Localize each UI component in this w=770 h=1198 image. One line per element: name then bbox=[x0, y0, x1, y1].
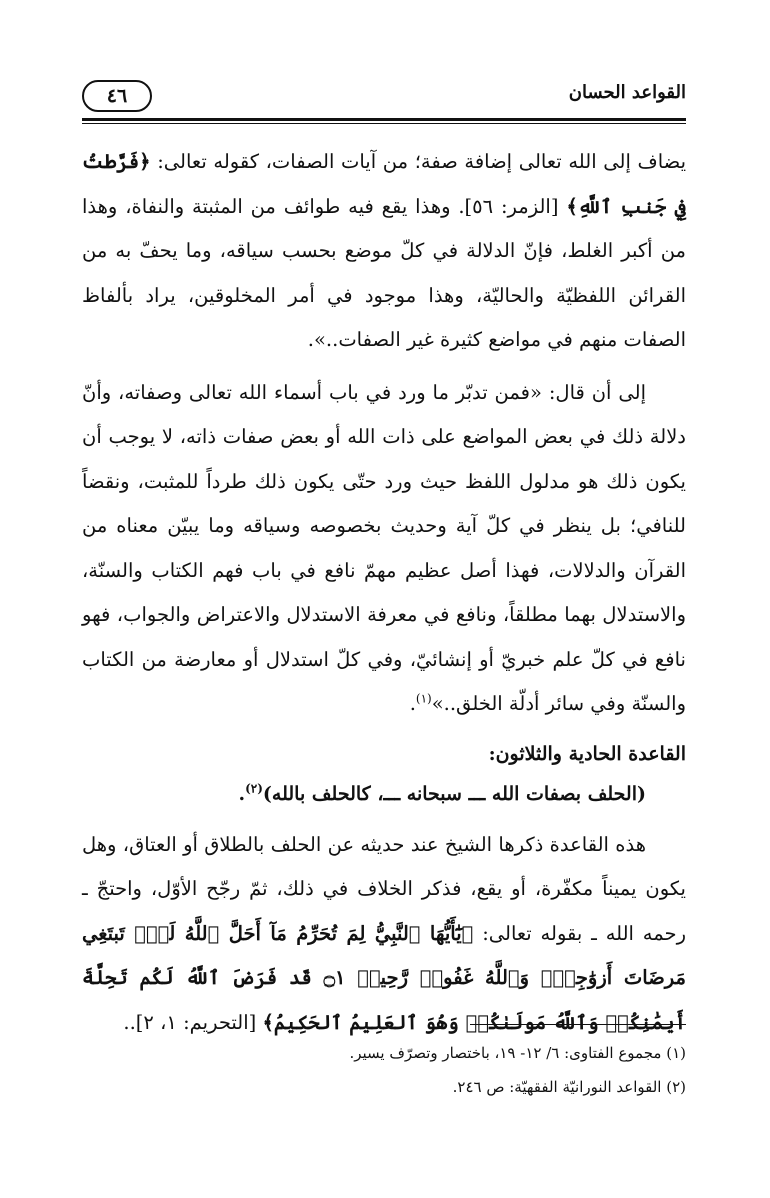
paragraph-3-citation: [التحريم: ١، ٢].. bbox=[123, 1010, 257, 1034]
footnote-ref-1: (١) bbox=[415, 691, 432, 706]
page-number: ٤٦ bbox=[82, 80, 152, 112]
rule-heading: القاعدة الحادية والثلاثون: bbox=[488, 742, 686, 765]
paragraph-2-end: . bbox=[409, 692, 416, 715]
rule-subheading-text: (الحلف بصفات الله ـــ سبحانه ـــ، كالحلف بالله) bbox=[262, 782, 646, 805]
footnote-divider bbox=[470, 1024, 686, 1025]
footnote-ref-2: (٢) bbox=[245, 781, 263, 796]
rule-subheading bbox=[82, 773, 686, 815]
paragraph-2 bbox=[82, 371, 686, 727]
rule-subheading-end: . bbox=[238, 782, 246, 805]
paragraph-1-rest: [الزمر: ٥٦]. وهذا يقع فيه طوائف من المثبتة والنفاة، وهذا من أكبر الغلط، فإنّ الدلالة في كلّ موضع بحسب سياقه، وما يحفّ به من القرائن اللفظيّة والحاليّة، وهذا موجود في أمر المخلوقين، يراد بألفاظ الصفات منهم في مواضع كثيرة غير الصفات..». bbox=[82, 194, 686, 351]
paragraph-3-intro: هذه القاعدة ذكرها الشيخ عند حديثه عن الحلف بالطلاق أو العتاق، وهل يكون يميناً مكفّرة، أو يقع، فذكر الخلاف في ذلك، ثمّ رجّح الأوّل، واحتجّ ـ رحمه الله ـ بقوله تعالى: bbox=[82, 832, 687, 945]
footnotes bbox=[82, 1036, 686, 1104]
paragraph-3 bbox=[82, 823, 686, 1046]
footnote-1: (١) مجموع الفتاوى: ٦/ ١٢- ١٩، باختصار وتصرّف يسير. bbox=[349, 1044, 686, 1062]
paragraph-1 bbox=[82, 140, 686, 363]
paragraph-1-intro: يضاف إلى الله تعالى إضافة صفة؛ من آيات الصفات، كقوله تعالى: bbox=[157, 150, 686, 173]
footnote-2: (٢) القواعد النورانيّة الفقهيّة: ص ٢٤٦. bbox=[452, 1078, 686, 1096]
quran-verse-zumar: ﴿فَرَّطتُ فِي جَنبِ ٱللَّهِ﴾ bbox=[82, 150, 686, 218]
header-rule bbox=[82, 118, 686, 124]
main-text bbox=[82, 140, 686, 1045]
running-title: القواعد الحسان bbox=[568, 82, 686, 103]
paragraph-2-text: إلى أن قال: «فمن تدبّر ما ورد في باب أسماء الله تعالى وصفاته، وأنّ دلالة ذلك في بعض المواضع على ذات الله أو بعض صفات ذاته، لا يوجب أن يكون ذلك هو مدلول اللفظ حيث ورد حتّى يكون ذلك طرداً للمثبت، ونقضاً للنافي؛ بل ينظر في كلّ آية وحديث بخصوصه وسياقه وما يبيّن معناه من القرآن والدلالات، فهذا أصل عظيم مهمّ نافع في باب فهم الكتاب والسنّة، والاستدلال بهما مطلقاً، ونافع في معرفة الاستدلال والاعتراض والجواب، فهو نافع في كلّ علم خبريّ أو إنشائيّ، وفي كلّ استدلال أو معارضة من الكتاب والسنّة وفي سائر أدلّة الخلق..» bbox=[82, 380, 686, 715]
page-header bbox=[82, 76, 686, 118]
quran-verse-tahrim: ﴿يَٰٓأَيُّهَا ٱلنَّبِيُّ لِمَ تُحَرِّمُ مَآ أَحَلَّ ٱللَّهُ لَكَۖ تَبتَغِي مَرضَاتَ أَزوَٰجِكَۚ وَٱللَّهُ غَفُورٞ رَّحِيمٞ ۝١ قَد فَرَضَ ٱللَّهُ لَكُم تَحِلَّةَ أَيمَٰنِكُمۚ وَٱللَّهُ مَولَىٰكُمۖ وَهُوَ ٱلعَلِيمُ ٱلحَكِيمُ﴾ bbox=[82, 921, 686, 1034]
